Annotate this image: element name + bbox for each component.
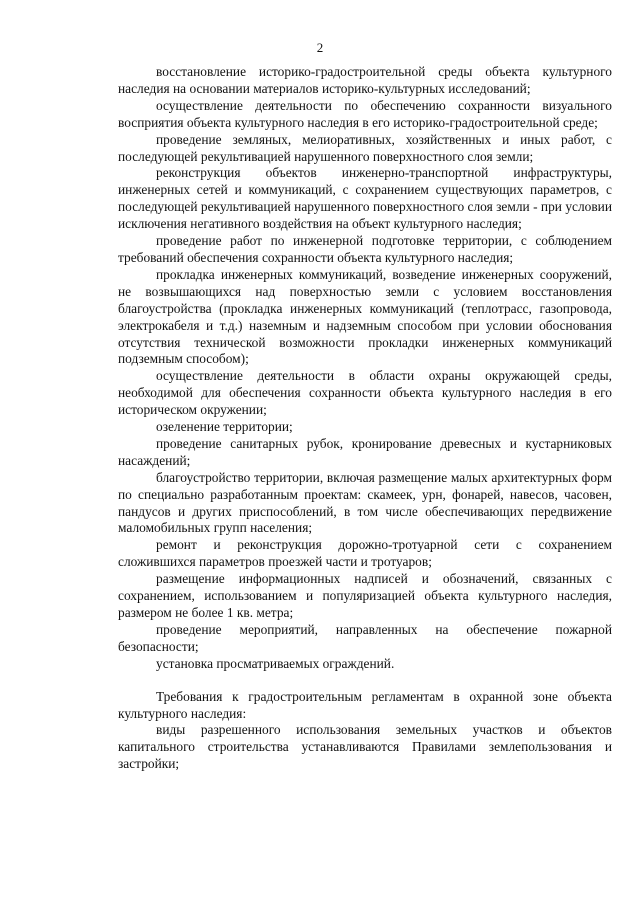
paragraph: ремонт и реконструкция дорожно-тротуарной сети с сохранением сложившихся параметров проезжей части и тротуаров; [118, 537, 612, 570]
paragraph: восстановление историко-градостроительной среды объекта культурного наследия на основании материалов историко-культурных исследований; [118, 64, 612, 96]
paragraph: размещение информационных надписей и обозначений, связанных с сохранением, использованием и популяризацией объекта культурного наследия, размером не более 1 кв. метра; [118, 571, 612, 620]
paragraph: благоустройство территории, включая размещение малых архитектурных форм по специально разработанным проектам: скамеек, урн, фонарей, навесов, часовен, пандусов и других приспособлений, в том числе обеспечивающих передвижение маломобильных групп населения; [118, 469, 612, 536]
paragraph: озеленение территории; [156, 419, 293, 435]
paragraph: реконструкция объектов инженерно-транспортной инфраструктуры, инженерных сетей и коммуникаций, с сохранением существующих параметров, с последующей рекультивацией нарушенного поверхностного слоя земли - при условии исключения негативного воздействия на объект культурного наследия; [118, 165, 612, 232]
paragraph: проведение мероприятий, направленных на обеспечение пожарной безопасности; [118, 621, 612, 654]
paragraph: виды разрешенного использования земельных участков и объектов капитального строительства устанавливаются Правилами землепользования и застройки; [118, 722, 612, 772]
paragraph: установка просматриваемых ограждений. [156, 655, 395, 671]
paragraph: проведение работ по инженерной подготовке территории, с соблюдением требований обеспечения сохранности объекта культурного наследия; [118, 233, 612, 265]
page-number: 2 [316, 40, 324, 55]
paragraph: прокладка инженерных коммуникаций, возведение инженерных сооружений, не возвышающихся над поверхностью земли с условием восстановления благоустройства (прокладка инженерных коммуникаций (теплотрасс, газопровода, электрокабеля и т.д.) наземным и надземным способом при условии обоснования отсутствия технической возможности прокладки инженерных коммуникаций подземным способом); [118, 266, 612, 367]
paragraph: проведение санитарных рубок, кронирование древесных и кустарниковых насаждений; [118, 435, 612, 468]
section-spacer [118, 673, 612, 689]
paragraph: проведение земляных, мелиоративных, хозяйственных и иных работ, с последующей рекультивацией нарушенного поверхностного слоя земли; [118, 131, 612, 164]
document-body [118, 64, 612, 773]
paragraph: осуществление деятельности по обеспечению сохранности визуального восприятия объекта культурного наследия в его историко-градостроительной среде; [118, 97, 612, 130]
section-heading: Требования к градостроительным регламентам в охранной зоне объекта культурного наследия: [118, 688, 612, 721]
paragraph: осуществление деятельности в области охраны окружающей среды, необходимой для обеспечения сохранности объекта культурного наследия в его историческом окружении; [118, 368, 612, 418]
